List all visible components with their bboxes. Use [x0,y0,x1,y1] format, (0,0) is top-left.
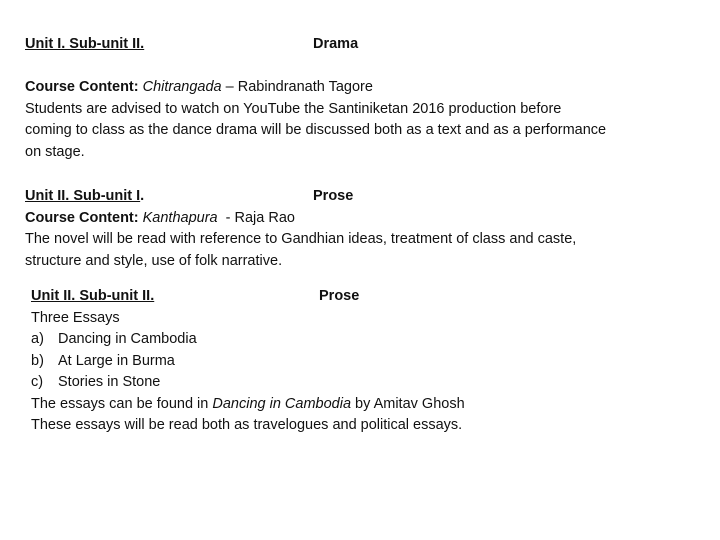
genre-label: Prose [319,288,360,304]
list-item-text: Dancing in Cambodia [58,331,197,347]
list-item-text: At Large in Burma [58,352,175,369]
list-item [31,329,711,351]
section-drama-heading [25,34,705,56]
source-suffix: by Amitav Ghosh [351,395,465,412]
unit-heading [25,34,705,56]
section-drama-content [25,77,705,163]
unit-label: Unit II. Sub-unit I [25,188,141,204]
list-marker: a) [31,331,44,347]
unit-suffix: . [140,188,145,204]
body-line: The novel will be read with reference to Gandhian ideas, treatment of class and caste, [25,231,577,247]
course-content-label: Course Content: [25,79,139,95]
course-author: – Rabindranath Tagore [221,79,373,95]
section-essays [31,286,711,437]
source-prefix: The essays can be found in [31,395,213,412]
body-line: Students are advised to watch on YouTube the Santiniketan 2016 production before [25,100,562,117]
course-content-line [25,77,705,99]
course-title: Chitrangada [142,79,222,95]
section-kanthapura [25,186,705,272]
unit-heading [25,186,705,208]
course-content-label: Course Content: [25,209,139,226]
unit-label: Unit I. Sub-unit II. [25,36,145,52]
list-item [31,372,711,394]
unit-heading [31,286,711,308]
body-line: on stage. [25,143,85,160]
course-author: - Raja Rao [217,209,295,226]
genre-label: Drama [313,36,359,52]
genre-label: Prose [313,188,354,204]
body-line: coming to class as the dance drama will be discussed both as a text and as a performance [25,122,607,138]
list-item-text: Stories in Stone [58,374,161,390]
source-title: Dancing in Cambodia [212,395,352,412]
list-marker: b) [31,352,44,369]
essays-intro: Three Essays [31,309,120,326]
unit-label: Unit II. Sub-unit II. [31,288,155,304]
list-marker: c) [31,374,44,390]
course-content-line [25,208,705,230]
essays-closing-line: These essays will be read both as travelogues and political essays. [31,417,463,433]
essays-source-line [31,394,711,416]
list-item [31,351,711,373]
body-line: structure and style, use of folk narrative. [25,252,283,269]
course-title: Kanthapura [142,209,218,226]
